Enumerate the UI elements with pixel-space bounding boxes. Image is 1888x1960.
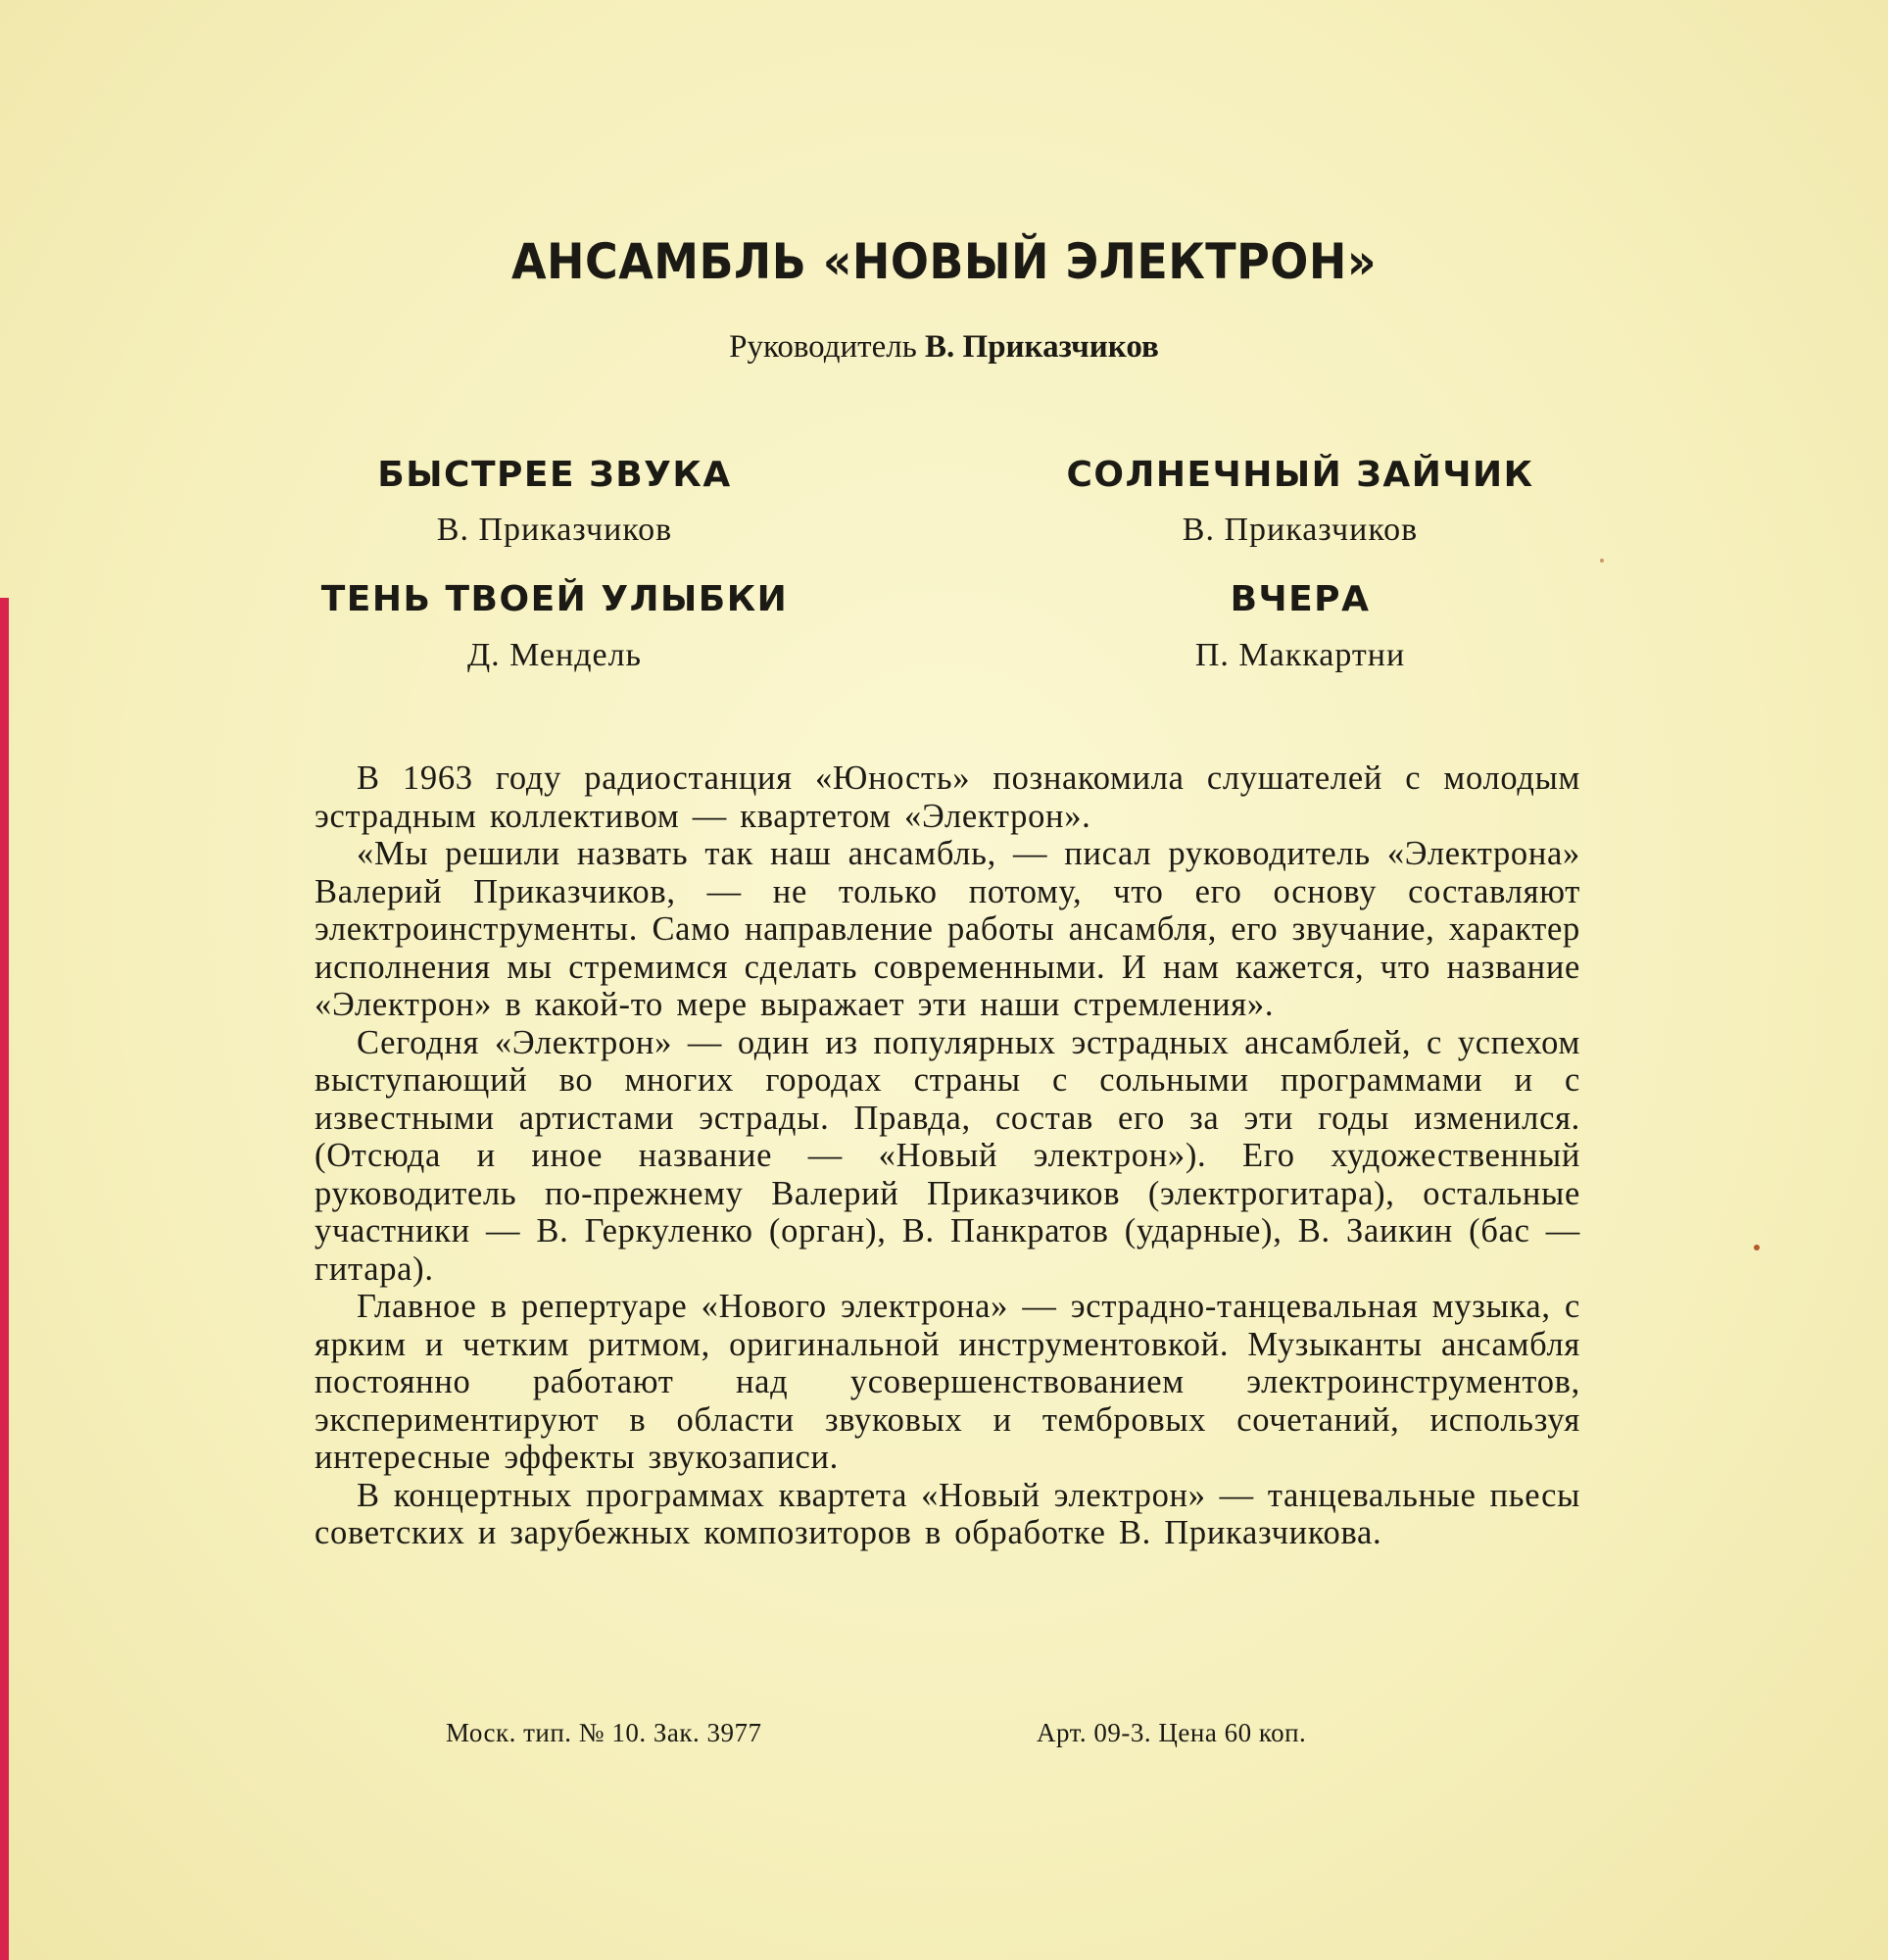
- price-imprint: Арт. 09-3. Цена 60 коп.: [1037, 1718, 1307, 1747]
- song-author: П. Маккартни: [1194, 637, 1406, 673]
- song-title: БЫСТРЕЕ ЗВУКА: [377, 455, 732, 495]
- song-author: В. Приказчиков: [436, 512, 673, 548]
- song-title: ВЧЕРА: [1230, 579, 1371, 619]
- paragraph: Главное в репертуаре «Нового электрона» — эстрадно-танцевальная музыка, с ярким и четким ритмом, оригинальной инструментовкой. Музыканты ансамбля постоянно работают над усовершенствованием электроинструментов, экспериментируют в области звуковых и тембровых сочетаний, используя интересные эффекты звукозаписи.: [315, 1288, 1580, 1476]
- leader-name: В. Приказчиков: [925, 329, 1159, 365]
- song-title: ТЕНЬ ТВОЕЙ УЛЫБКИ: [320, 579, 789, 619]
- liner-notes: [315, 760, 1580, 1552]
- sleeve-red-edge: [0, 598, 9, 1960]
- paper-speck: [1754, 1245, 1760, 1250]
- paragraph: В 1963 году радиостанция «Юность» познакомила слушателей с молодым эстрадным коллективом — квартетом «Электрон».: [315, 760, 1580, 835]
- printer-imprint: Моск. тип. № 10. Зак. 3977: [446, 1718, 762, 1747]
- leader-role: Руководитель: [729, 329, 917, 365]
- album-title: АНСАМБЛЬ «НОВЫЙ ЭЛЕКТРОН»: [510, 233, 1378, 290]
- paragraph: В концертных программах квартета «Новый электрон» — танцевальные пьесы советских и зарубежных композиторов в обработке В. Приказчикова.: [315, 1476, 1580, 1551]
- song-author: Д. Мендель: [466, 637, 643, 673]
- paper-speck: [1600, 559, 1604, 563]
- paragraph: «Мы решили назвать так наш ансамбль, — писал руководитель «Электрона» Валерий Приказчиков, — не только потому, что его основу составляют электроинструменты. Само направление работы ансамбля, его звучание, характер исполнения мы стремимся сделать современными. И нам кажется, что название «Электрон» в какой-то мере выражает эти наши стремления».: [315, 835, 1580, 1023]
- leader-credit: [0, 329, 1888, 366]
- song-title: СОЛНЕЧНЫЙ ЗАЙЧИК: [1066, 455, 1534, 495]
- paragraph: Сегодня «Электрон» — один из популярных эстрадных ансамблей, с успехом выступающий во многих городах страны с сольными программами и с известными артистами эстрады. Правда, состав его за эти годы изменился. (Отсюда и иное название — «Новый электрон»). Его художественный руководитель по-прежнему Валерий Приказчиков (электрогитара), остальные участники — В. Геркуленко (орган), В. Панкратов (ударные), В. Заикин (бас — гитара).: [315, 1023, 1580, 1288]
- song-author: В. Приказчиков: [1182, 512, 1419, 548]
